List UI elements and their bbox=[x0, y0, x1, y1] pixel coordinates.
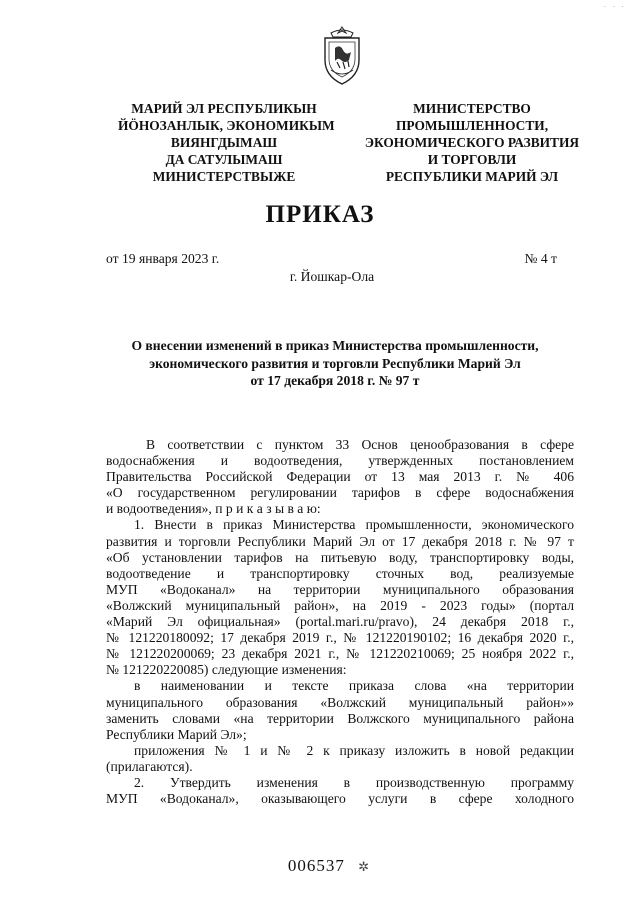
header-right-line: МИНИСТЕРСТВО bbox=[413, 101, 531, 116]
subject-line: экономического развития и торговли Республики Марий Эл bbox=[149, 355, 521, 371]
body-line: МУП «Водоканал», оказывающего услуги в сфере холодного bbox=[106, 791, 574, 807]
body-line: МУП «Водоканал» на территории муниципального образования bbox=[106, 581, 574, 597]
body-line: приложения № 1 и № 2 к приказу изложить в новой редакции bbox=[134, 742, 574, 758]
corner-mark: · · · bbox=[603, 2, 626, 11]
body-line: заменить словами «на территории Волжского муниципального района bbox=[106, 710, 574, 726]
body-line: № 121220180092; 17 декабря 2019 г., № 121220190102; 16 декабря 2020 г., bbox=[106, 630, 574, 646]
body-line: «Марий Эл официальная» (portal.mari.ru/pravo), 24 декабря 2018 г., bbox=[106, 614, 574, 630]
body-line: и водоотведения», п р и к а з ы в а ю: bbox=[106, 501, 321, 517]
body-line: «Волжский муниципальный район», на 2019 - 2023 годы» (портал bbox=[106, 597, 574, 613]
header-right-line: ЭКОНОМИЧЕСКОГО РАЗВИТИЯ bbox=[364, 135, 580, 150]
body-line: № 121220220085) следующие изменения: bbox=[106, 662, 347, 678]
body-line: «О государственном регулировании тарифов в сфере водоснабжения bbox=[106, 485, 574, 501]
body-line: (прилагаются). bbox=[106, 758, 193, 774]
body-line: Правительства Российской Федерации от 13 мая 2013 г. № 406 bbox=[106, 469, 574, 485]
order-number: № 4 т bbox=[524, 251, 557, 266]
body-line: 2. Утвердить изменения в производственную программу bbox=[134, 774, 574, 790]
body-line: в наименовании и тексте приказа слова «на территории bbox=[134, 678, 574, 694]
body-line: 1. Внести в приказ Министерства промышленности, экономического bbox=[134, 517, 574, 533]
document-serial-number bbox=[0, 856, 640, 876]
serial-number-text: 006537 bbox=[287, 856, 345, 875]
header-right-line: ПРОМЫШЛЕННОСТИ, bbox=[395, 118, 549, 133]
order-city: г. Йошкар-Ола bbox=[289, 269, 375, 284]
subject-line: от 17 декабря 2018 г. № 97 т bbox=[250, 373, 420, 388]
body-line: водоснабжения и водоотведения, утвержденных постановлением bbox=[106, 453, 574, 469]
header-right-russian bbox=[356, 100, 588, 185]
header-left-line: МАРИЙ ЭЛ РЕСПУБЛИКЫН bbox=[131, 101, 317, 116]
order-title: ПРИКАЗ bbox=[265, 201, 375, 228]
body-line: водоотведение и транспортировку сточных вод, реализуемые bbox=[106, 565, 574, 581]
order-subject bbox=[100, 337, 570, 390]
body-line: муниципального образования «Волжский муниципальный район»» bbox=[106, 694, 574, 710]
serial-mark-icon: ✲ bbox=[358, 859, 371, 874]
order-date: от 19 января 2023 г. bbox=[106, 251, 220, 266]
header-right-line: РЕСПУБЛИКИ МАРИЙ ЭЛ bbox=[385, 169, 559, 184]
header-left-line: ДА САТУЛЫМАШ bbox=[165, 152, 283, 167]
subject-line: О внесении изменений в приказ Министерства промышленности, bbox=[131, 338, 539, 353]
body-line: развития и торговли Республики Марий Эл от 17 декабря 2018 г. № 97 т bbox=[106, 533, 574, 549]
body-line: № 121220200069; 23 декабря 2021 г., № 121220210069; 25 ноября 2022 г., bbox=[106, 646, 574, 662]
order-body bbox=[106, 437, 574, 807]
body-line: В соответствии с пунктом 33 Основ ценообразования в сфере bbox=[146, 437, 574, 452]
header-left-mari bbox=[118, 100, 335, 185]
header-left-line: ЙÖНОЗАНЛЫК, ЭКОНОМИКЫМ bbox=[118, 118, 335, 133]
header-left-line: ВИЯНГДЫМАШ bbox=[170, 135, 278, 150]
body-line: Республики Марий Эл»; bbox=[106, 726, 247, 742]
coat-of-arms-emblem bbox=[317, 24, 367, 86]
header-left-line: МИНИСТЕРСТВЫЖЕ bbox=[152, 169, 296, 184]
header-right-line: И ТОРГОВЛИ bbox=[427, 152, 517, 167]
body-line: «Об установлении тарифов на питьевую воду, транспортировку воды, bbox=[106, 549, 574, 565]
